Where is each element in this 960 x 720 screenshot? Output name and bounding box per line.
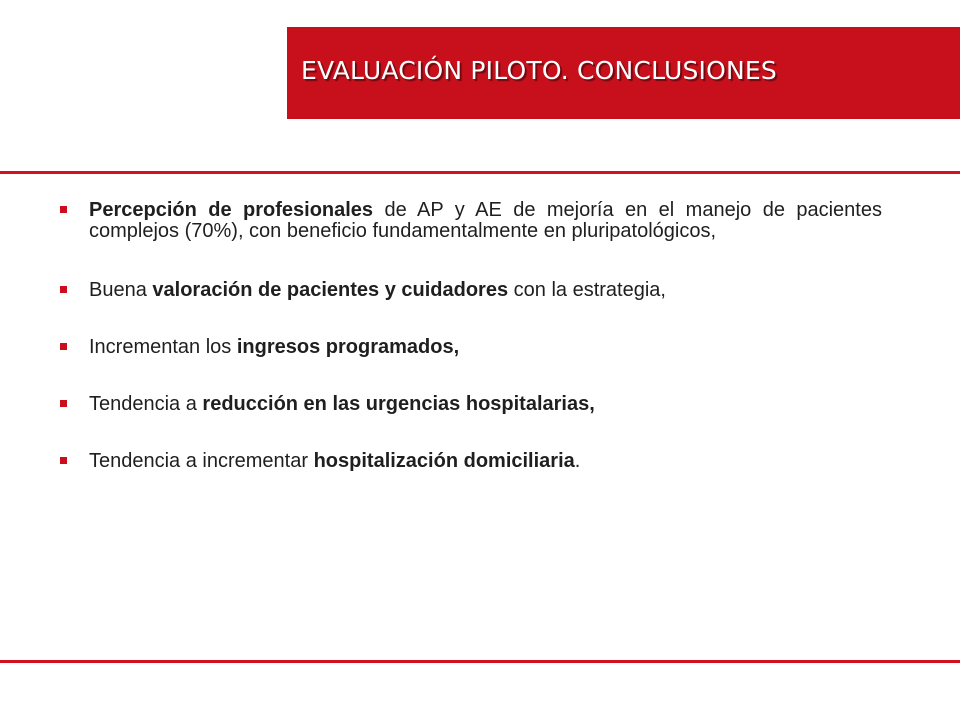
list-item (58, 394, 882, 415)
bullet-text: Tendencia a (89, 393, 203, 415)
slide-title: EVALUACIÓN PILOTO. CONCLUSIONES (301, 56, 777, 85)
bullet-emphasis: Percepción de profesionales (89, 199, 374, 221)
bullet-emphasis: ingresos programados, (236, 336, 460, 358)
bullet-emphasis: hospitalización domiciliaria (313, 450, 575, 472)
conclusions-list (58, 200, 882, 472)
bullet-emphasis: reducción en las urgencias hospitalarias, (202, 393, 595, 415)
title-banner (287, 27, 960, 119)
bullet-text: Incrementan los (89, 336, 237, 358)
bullet-text: Buena (89, 279, 153, 301)
square-bullet-icon (60, 457, 67, 464)
bullet-text: Tendencia a incrementar (89, 450, 314, 472)
list-item (58, 337, 882, 358)
square-bullet-icon (60, 206, 67, 213)
bullet-text: con la estrategia, (508, 279, 666, 301)
square-bullet-icon (60, 286, 67, 293)
square-bullet-icon (60, 400, 67, 407)
list-item (58, 451, 882, 472)
square-bullet-icon (60, 343, 67, 350)
list-item (58, 280, 882, 301)
list-item (58, 200, 882, 242)
bullet-emphasis: valoración de pacientes y cuidadores (152, 279, 509, 301)
bottom-divider (0, 660, 960, 663)
bullet-text: de AP y AE de mejoría en el manejo de pacientes complejos (70%), con beneficio fundamentalmente en pluripatológicos, (89, 199, 882, 242)
top-divider (0, 171, 960, 174)
bullet-text: . (574, 450, 581, 472)
